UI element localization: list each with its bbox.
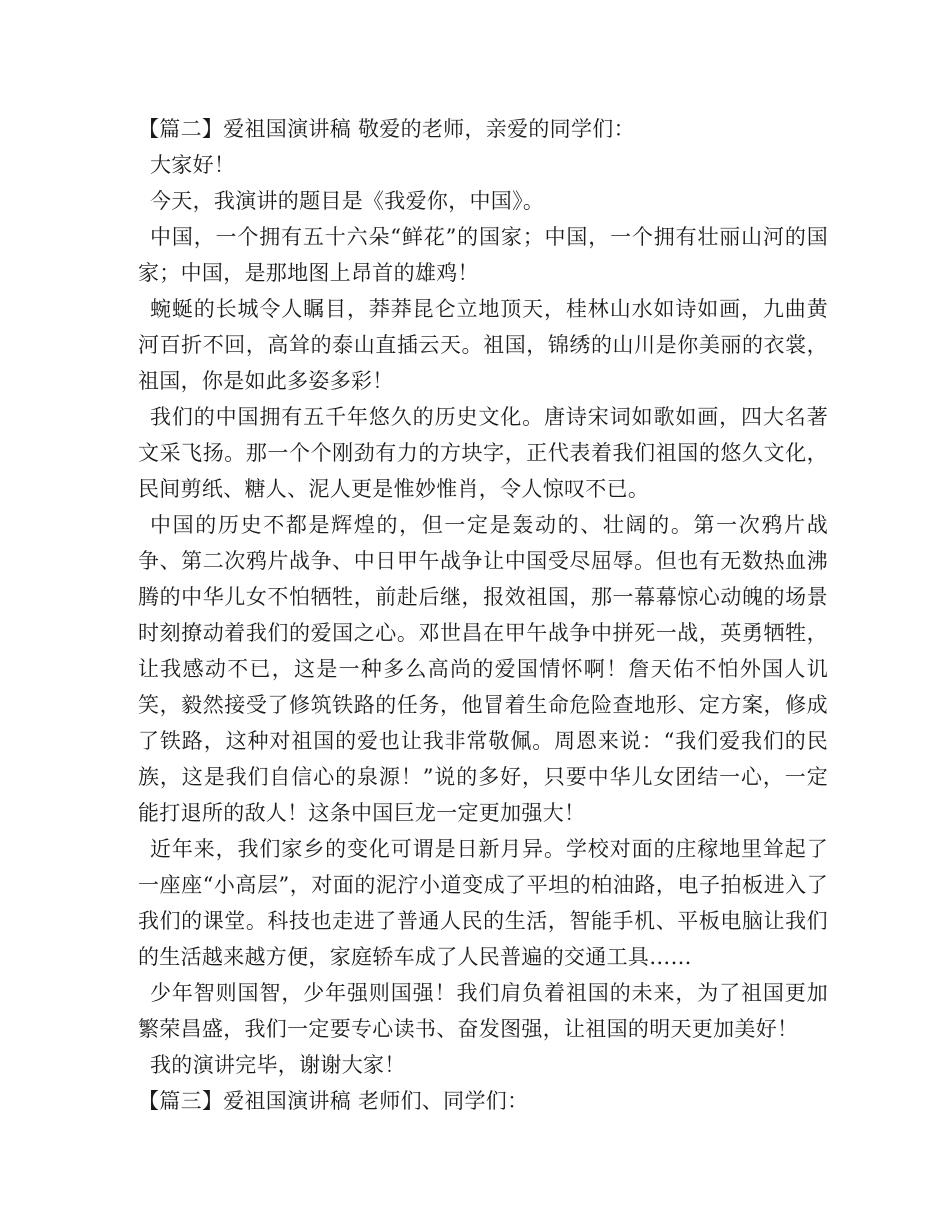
paragraph-greeting: 大家好！ — [150, 153, 236, 177]
paragraph-culture: 我们的中国拥有五千年悠久的历史文化。唐诗宋词如歌如画，四大名著文采飞扬。那一个个刚劲有力的方块字，正代表着我们祖国的悠久文化，民间剪纸、糖人、泥人更是惟妙惟肖，令人惊叹不已。 — [138, 405, 828, 501]
section-2-heading: 【篇二】爱祖国演讲稿 敬爱的老师，亲爱的同学们： — [138, 117, 635, 141]
paragraph-china-intro: 中国，一个拥有五十六朵“鲜花”的国家；中国，一个拥有壮丽山河的国家；中国，是那地图上昂首的雄鸡！ — [138, 225, 828, 285]
paragraph-hometown: 近年来，我们家乡的变化可谓是日新月异。学校对面的庄稼地里耸起了一座座“小高层”，对面的泥泞小道变成了平坦的柏油路，电子拍板进入了我们的课堂。科技也走进了普通人民的生活，智能手机、平板电脑让我们的生活越来越方便，家庭轿车成了人民普遍的交通工具…… — [138, 837, 828, 969]
paragraph-youth: 少年智则国智，少年强则国强！我们肩负着祖国的未来，为了祖国更加繁荣昌盛，我们一定要专心读书、奋发图强，让祖国的明天更加美好！ — [138, 981, 828, 1041]
paragraph-topic: 今天，我演讲的题目是《我爱你，中国》。 — [150, 189, 545, 213]
paragraph-history: 中国的历史不都是辉煌的，但一定是轰动的、壮阔的。第一次鸦片战争、第二次鸦片战争、中日甲午战争让中国受尽屈辱。但也有无数热血沸腾的中华儿女不怕牺牲，前赴后继，报效祖国，那一幕幕惊心动魄的场景时刻撩动着我们的爱国之心。邓世昌在甲午战争中拼死一战，英勇牺牲，让我感动不已，这是一种多么高尚的爱国情怀啊！詹天佑不怕外国人讥笑，毅然接受了修筑铁路的任务，他冒着生命危险查地形、定方案，修成了铁路，这种对祖国的爱也让我非常敬佩。周恩来说：“我们爱我们的民族，这是我们自信心的泉源！”说的多好，只要中华儿女团结一心，一定能打退所的敌人！这条中国巨龙一定更加强大！ — [138, 513, 828, 825]
section-3-heading: 【篇三】爱祖国演讲稿 老师们、同学们： — [138, 1089, 529, 1113]
paragraph-landscape: 蜿蜒的长城令人瞩目，莽莽昆仑立地顶天，桂林山水如诗如画，九曲黄河百折不回，高耸的泰山直插云天。祖国，锦绣的山川是你美丽的衣裳，祖国，你是如此多姿多彩！ — [138, 297, 828, 393]
paragraph-closing: 我的演讲完毕，谢谢大家！ — [150, 1053, 406, 1077]
speech-text-block — [138, 111, 828, 1119]
